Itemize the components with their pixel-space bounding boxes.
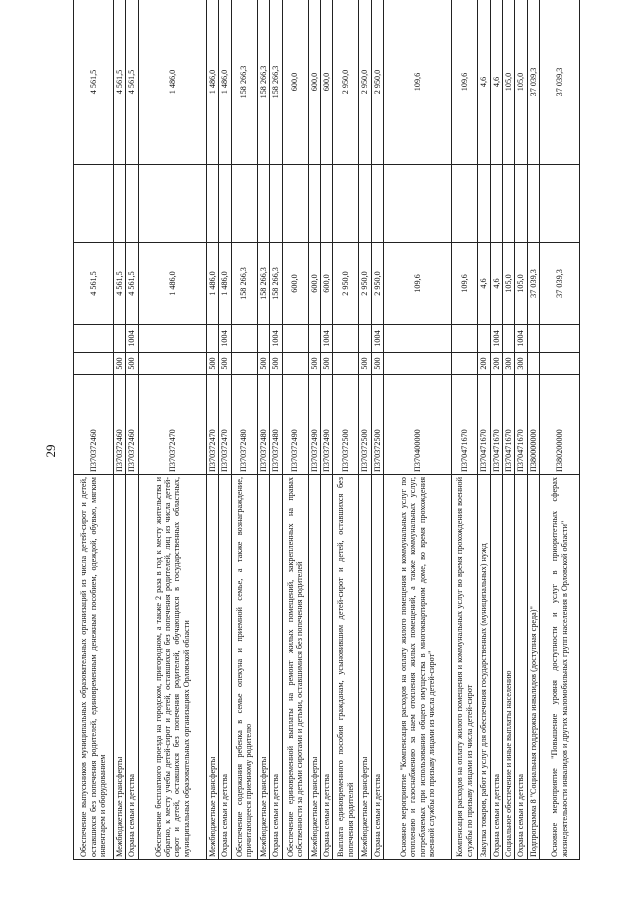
- table-row: [527, 0, 539, 860]
- row-value-1: 158 266,3: [257, 243, 269, 325]
- table-row: [74, 0, 114, 860]
- row-vr: [527, 353, 539, 375]
- row-name: Межбюджетные трансферты: [359, 475, 371, 860]
- row-value-2: [515, 165, 527, 243]
- row-value-3: 2 950,0: [359, 0, 371, 165]
- table-row: [333, 0, 359, 860]
- table-row: [219, 0, 231, 860]
- row-value-2: [527, 165, 539, 243]
- row-name: Обеспечение единовременной выплаты на ремонт жилых помещений, закрепленных на правах собственности за детьми сиротами и детьми, оставшимися без попечения родителей: [282, 475, 308, 860]
- row-rz: 1004: [126, 325, 138, 353]
- budget-table-container: [73, 0, 573, 860]
- row-vr: [138, 353, 206, 375]
- row-code: П380000000: [527, 375, 539, 475]
- row-name: Выплата единовременного пособия гражданам, усыновившим детей-сирот и детей, оставшихся без попечения родителей: [333, 475, 359, 860]
- row-value-2: [257, 165, 269, 243]
- row-value-1: 109,6: [384, 243, 452, 325]
- row-value-1: 105,0: [515, 243, 527, 325]
- row-name: Охрана семьи и детства: [515, 475, 527, 860]
- row-value-2: [320, 165, 332, 243]
- table-row: [231, 0, 257, 860]
- row-vr: 200: [490, 353, 502, 375]
- row-vr: [452, 353, 478, 375]
- table-body: [74, 0, 580, 860]
- row-value-2: [333, 165, 359, 243]
- row-value-1: 158 266,3: [270, 243, 282, 325]
- row-vr: 300: [503, 353, 515, 375]
- row-vr: 500: [371, 353, 383, 375]
- row-code: П370400000: [384, 375, 452, 475]
- row-rz: [138, 325, 206, 353]
- row-code: П370372470: [206, 375, 218, 475]
- row-code: П370372460: [126, 375, 138, 475]
- row-vr: 500: [270, 353, 282, 375]
- row-name: Закупка товаров, работ и услуг для обеспечения государственных (муниципальных) нужд: [478, 475, 490, 860]
- row-name: Основное мероприятие "Компенсация расходов на оплату жилого помещения и коммунальных услуг по отоплению и газоснабжению за наем отопления жилых помещений, а также коммунальных услуг, потребляемых при использовании общего имущества в многоквартирном доме, во время прохождения военной службы по призыву лицами из числа детей-сирот": [384, 475, 452, 860]
- row-code: П370471670: [452, 375, 478, 475]
- row-value-3: 37 039,3: [527, 0, 539, 165]
- row-value-1: 600,0: [320, 243, 332, 325]
- row-name: Межбюджетные трансферты: [206, 475, 218, 860]
- row-value-2: [452, 165, 478, 243]
- row-rz: [231, 325, 257, 353]
- row-value-1: 2 950,0: [359, 243, 371, 325]
- row-value-3: 158 266,3: [257, 0, 269, 165]
- row-value-1: 600,0: [282, 243, 308, 325]
- row-value-1: 600,0: [308, 243, 320, 325]
- row-value-1: 109,6: [452, 243, 478, 325]
- row-rz: [478, 325, 490, 353]
- table-row: [452, 0, 478, 860]
- row-vr: 500: [359, 353, 371, 375]
- row-vr: 300: [515, 353, 527, 375]
- row-rz: [257, 325, 269, 353]
- row-code: П370471670: [490, 375, 502, 475]
- row-value-1: 1 486,0: [138, 243, 206, 325]
- table-row: [540, 0, 580, 860]
- row-value-3: 600,0: [308, 0, 320, 165]
- row-name: Охрана семьи и детства: [270, 475, 282, 860]
- row-rz: 1004: [270, 325, 282, 353]
- row-value-1: 37 039,3: [540, 243, 580, 325]
- row-rz: [452, 325, 478, 353]
- row-name: Межбюджетные трансферты: [257, 475, 269, 860]
- row-value-2: [308, 165, 320, 243]
- row-code: П370372490: [320, 375, 332, 475]
- row-value-3: 4 561,5: [126, 0, 138, 165]
- table-row: [359, 0, 371, 860]
- table-row: [114, 0, 126, 860]
- row-name: Охрана семьи и детства: [219, 475, 231, 860]
- row-value-3: 1 486,0: [206, 0, 218, 165]
- row-code: П370372500: [359, 375, 371, 475]
- table-row: [320, 0, 332, 860]
- table-row: [308, 0, 320, 860]
- row-vr: [540, 353, 580, 375]
- row-value-3: 158 266,3: [270, 0, 282, 165]
- row-value-3: 2 950,0: [371, 0, 383, 165]
- row-code: П370471670: [503, 375, 515, 475]
- row-value-3: 158 266,3: [231, 0, 257, 165]
- row-vr: [384, 353, 452, 375]
- row-name: Охрана семьи и детства: [490, 475, 502, 860]
- row-name: Охрана семьи и детства: [320, 475, 332, 860]
- table-row: [270, 0, 282, 860]
- row-code: П370372480: [270, 375, 282, 475]
- row-value-3: 4,6: [490, 0, 502, 165]
- row-name: Основное мероприятие "Повышение уровня доступности и услуг в приоритетных сферах жизнедеятельности инвалидов и других маломобильных групп населения в Орловской области": [540, 475, 580, 860]
- row-value-1: 37 039,3: [527, 243, 539, 325]
- row-value-1: 4,6: [490, 243, 502, 325]
- row-vr: 500: [320, 353, 332, 375]
- row-name: Подпрограмма 8 "Социальная поддержка инвалидов (доступная среда)": [527, 475, 539, 860]
- table-row: [515, 0, 527, 860]
- row-code: П370372500: [371, 375, 383, 475]
- row-rz: 1004: [371, 325, 383, 353]
- row-value-3: 4 561,5: [74, 0, 114, 165]
- row-value-2: [74, 165, 114, 243]
- table-row: [503, 0, 515, 860]
- row-value-3: 600,0: [282, 0, 308, 165]
- row-value-1: 4 561,5: [114, 243, 126, 325]
- row-rz: [206, 325, 218, 353]
- row-value-3: 600,0: [320, 0, 332, 165]
- row-value-2: [126, 165, 138, 243]
- row-rz: [384, 325, 452, 353]
- row-value-1: 4 561,5: [126, 243, 138, 325]
- row-rz: [308, 325, 320, 353]
- row-name: Межбюджетные трансферты: [308, 475, 320, 860]
- row-code: П370372490: [282, 375, 308, 475]
- row-rz: 1004: [490, 325, 502, 353]
- row-value-2: [503, 165, 515, 243]
- row-vr: [231, 353, 257, 375]
- row-code: П370372500: [333, 375, 359, 475]
- row-value-2: [540, 165, 580, 243]
- row-value-1: 1 486,0: [206, 243, 218, 325]
- table-row: [490, 0, 502, 860]
- row-name: Охрана семьи и детства: [126, 475, 138, 860]
- row-value-3: 105,0: [503, 0, 515, 165]
- row-name: Охрана семьи и детства: [371, 475, 383, 860]
- row-vr: 500: [206, 353, 218, 375]
- row-value-2: [114, 165, 126, 243]
- row-name: Компенсация расходов на оплату жилого помещения и коммунальных услуг во время прохождения военной службы по призыву лицами из числа детей-сирот: [452, 475, 478, 860]
- row-value-3: 109,6: [384, 0, 452, 165]
- table-row: [384, 0, 452, 860]
- table-row: [206, 0, 218, 860]
- row-value-1: 1 486,0: [219, 243, 231, 325]
- row-name: Межбюджетные трансферты: [114, 475, 126, 860]
- row-value-3: 1 486,0: [138, 0, 206, 165]
- row-name: Обеспечение содержания ребенка в семье опекуна и приемной семье, а также вознаграждение, причитающееся приемному родителю: [231, 475, 257, 860]
- table-row: [478, 0, 490, 860]
- row-code: П370372470: [138, 375, 206, 475]
- row-code: П370372480: [257, 375, 269, 475]
- row-rz: [540, 325, 580, 353]
- row-value-3: 37 039,3: [540, 0, 580, 165]
- row-name: Обеспечение выпускников муниципальных образовательных организаций из числа детей-сирот и детей, оставшихся без попечения родителей, единовременным денежным пособием, одеждой, обувью, мягким инвентарем и оборудованием: [74, 475, 114, 860]
- table-row: [257, 0, 269, 860]
- row-vr: 500: [126, 353, 138, 375]
- row-value-2: [206, 165, 218, 243]
- row-code: П380200000: [540, 375, 580, 475]
- page-number: 29: [43, 444, 58, 458]
- table-row: [138, 0, 206, 860]
- row-rz: [114, 325, 126, 353]
- row-value-2: [231, 165, 257, 243]
- row-rz: 1004: [219, 325, 231, 353]
- table-row: [371, 0, 383, 860]
- row-vr: 500: [257, 353, 269, 375]
- row-name: Обеспечение бесплатного проезда на городском, пригородном, а также 2 раза в год к месту жительства и обратно, к месту учебы детей-сирот и детей, оставшихся без попечения родителей, лиц из числа детей-сирот и детей, оставшихся без попечения родителей, обучающихся в государственных областных, муниципальных образовательных организациях Орловской области: [138, 475, 206, 860]
- row-value-2: [270, 165, 282, 243]
- row-value-2: [384, 165, 452, 243]
- row-vr: 500: [308, 353, 320, 375]
- row-value-3: 1 486,0: [219, 0, 231, 165]
- row-value-1: 2 950,0: [371, 243, 383, 325]
- row-rz: [333, 325, 359, 353]
- row-code: П370372480: [231, 375, 257, 475]
- row-rz: 1004: [320, 325, 332, 353]
- row-value-2: [371, 165, 383, 243]
- row-name: Социальное обеспечение и иные выплаты населению: [503, 475, 515, 860]
- row-value-3: 2 950,0: [333, 0, 359, 165]
- row-value-2: [282, 165, 308, 243]
- row-vr: 500: [219, 353, 231, 375]
- row-code: П370372490: [308, 375, 320, 475]
- row-value-3: 109,6: [452, 0, 478, 165]
- budget-table: [73, 0, 580, 860]
- row-rz: [282, 325, 308, 353]
- row-value-2: [219, 165, 231, 243]
- row-value-2: [478, 165, 490, 243]
- row-value-1: 105,0: [503, 243, 515, 325]
- row-value-2: [490, 165, 502, 243]
- row-code: П370372470: [219, 375, 231, 475]
- row-rz: [359, 325, 371, 353]
- row-rz: [74, 325, 114, 353]
- row-rz: [527, 325, 539, 353]
- row-rz: [503, 325, 515, 353]
- row-value-1: 158 266,3: [231, 243, 257, 325]
- row-code: П370372460: [114, 375, 126, 475]
- row-code: П370471670: [515, 375, 527, 475]
- row-value-3: 105,0: [515, 0, 527, 165]
- row-value-1: 4 561,5: [74, 243, 114, 325]
- table-row: [282, 0, 308, 860]
- row-code: П370372460: [74, 375, 114, 475]
- row-vr: 200: [478, 353, 490, 375]
- table-row: [126, 0, 138, 860]
- row-value-2: [359, 165, 371, 243]
- row-rz: 1004: [515, 325, 527, 353]
- row-value-3: 4 561,5: [114, 0, 126, 165]
- row-value-1: 4,6: [478, 243, 490, 325]
- row-value-2: [138, 165, 206, 243]
- row-code: П370471670: [478, 375, 490, 475]
- row-vr: 500: [114, 353, 126, 375]
- row-vr: [74, 353, 114, 375]
- row-value-3: 4,6: [478, 0, 490, 165]
- row-value-1: 2 950,0: [333, 243, 359, 325]
- row-vr: [282, 353, 308, 375]
- row-vr: [333, 353, 359, 375]
